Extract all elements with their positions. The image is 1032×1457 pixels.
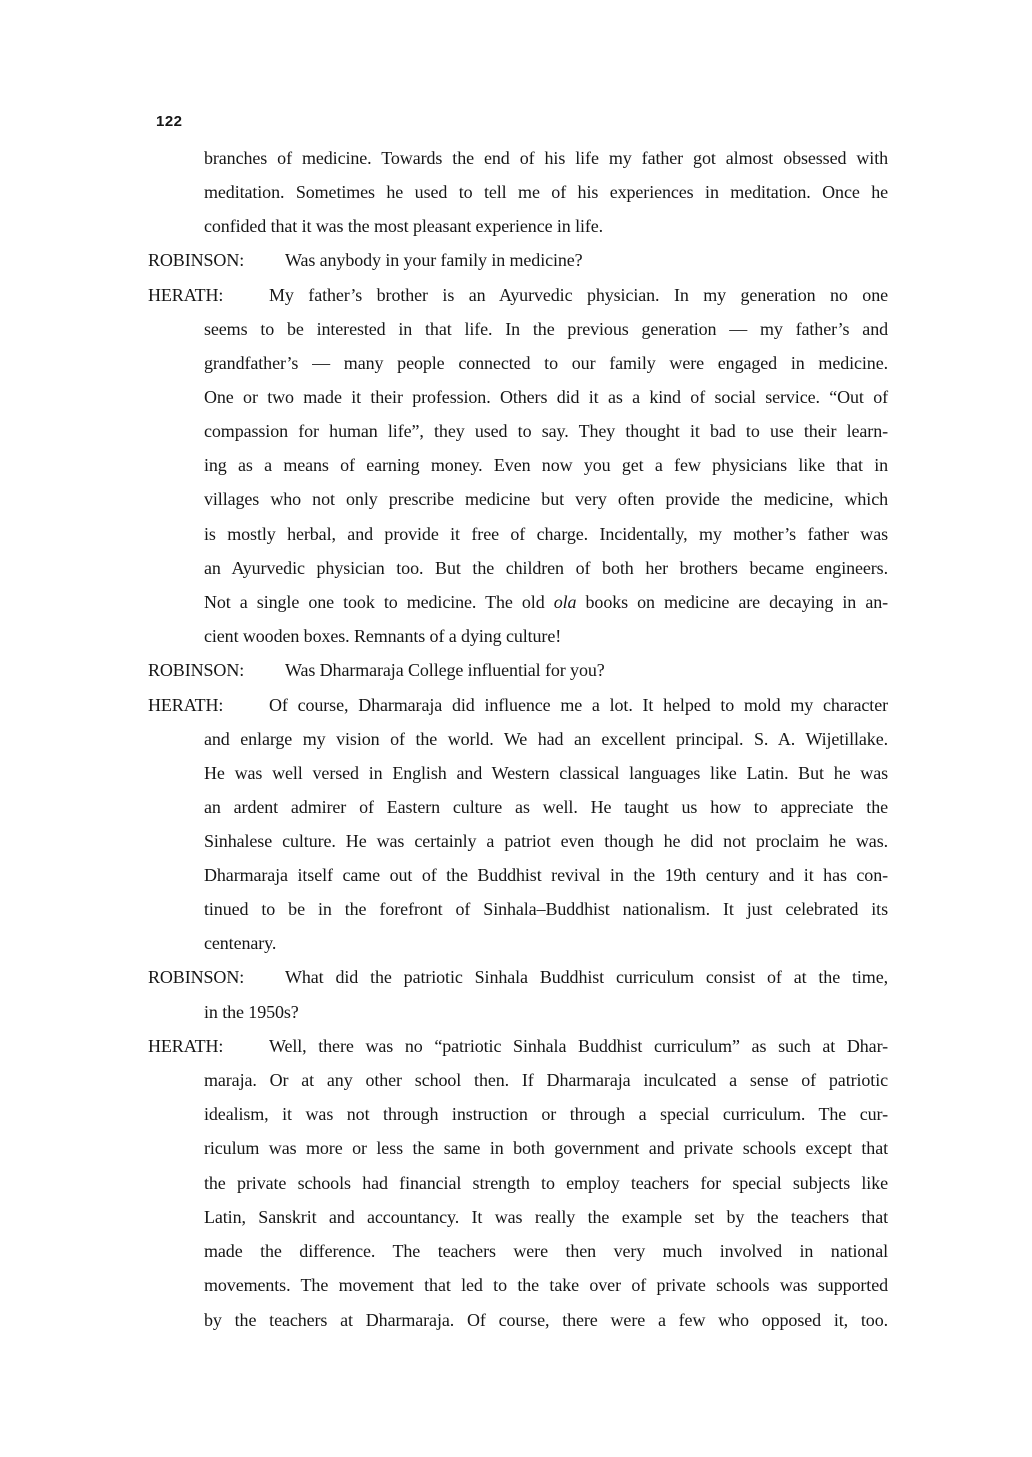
text-line [204,591,888,613]
speaker-line [148,694,888,716]
text-segment: books on medicine are decaying in an- [576,592,889,612]
speech-text: Well, there was no “patriotic Sinhala Buddhist curriculum” as such at Dhar- [269,1036,888,1056]
text-line: confided that it was the most pleasant experience in life. [204,216,604,236]
text-line: centenary. [204,933,277,953]
text-line: He was well versed in English and Western classical languages like Latin. But he was [204,763,888,783]
text-line: compassion for human life”, they used to say. They thought it bad to use their learn- [204,421,888,441]
text-line: Dharmaraja itself came out of the Buddhist revival in the 19th century and it has con- [204,865,888,885]
text-line: villages who not only prescribe medicine but very often provide the medicine, which [204,489,888,509]
speaker-name: ROBINSON: [148,967,245,987]
text-line: grandfather’s — many people connected to our family were engaged in medicine. [204,353,888,373]
text-line: by the teachers at Dharmaraja. Of course, there were a few who opposed it, too. [204,1310,888,1330]
text-line: cient wooden boxes. Remnants of a dying culture! [204,626,562,646]
text-line: is mostly herbal, and provide it free of charge. Incidentally, my mother’s father was [204,524,888,544]
speaker-name: ROBINSON: [148,660,245,680]
text-line: branches of medicine. Towards the end of his life my father got almost obsessed with [204,148,888,168]
speech-text: Of course, Dharmaraja did influence me a lot. It helped to mold my character [269,695,888,715]
speaker-line [148,659,605,681]
speech-text: Was anybody in your family in medicine? [285,250,583,270]
text-line: riculum was more or less the same in both government and private schools except that [204,1138,888,1158]
text-line: Latin, Sanskrit and accountancy. It was really the example set by the teachers that [204,1207,888,1227]
text-segment: Not a single one took to medicine. The old [204,592,554,612]
text-line: in the 1950s? [204,1002,299,1022]
speech-text: What did the patriotic Sinhala Buddhist curriculum consist of at the time, [285,967,888,987]
text-line: ing as a means of earning money. Even now you get a few physicians like that in [204,455,888,475]
speaker-name: HERATH: [148,285,224,305]
italic-term: ola [553,592,577,612]
text-line: the private schools had financial strength to employ teachers for special subjects like [204,1173,888,1193]
text-line: One or two made it their profession. Others did it as a kind of social service. “Out of [204,387,888,407]
text-line: and enlarge my vision of the world. We had an excellent principal. S. A. Wijetillake. [204,729,888,749]
text-line: tinued to be in the forefront of Sinhala–Buddhist nationalism. It just celebrated its [204,899,888,919]
speech-text: My father’s brother is an Ayurvedic physician. In my generation no one [269,285,888,305]
text-line: Sinhalese culture. He was certainly a patriot even though he did not proclaim he was. [204,831,888,851]
speaker-name: ROBINSON: [148,250,245,270]
text-line: meditation. Sometimes he used to tell me of his experiences in meditation. Once he [204,182,888,202]
text-line: seems to be interested in that life. In the previous generation — my father’s and [204,319,888,339]
speaker-line [148,1035,888,1057]
speaker-name: HERATH: [148,1036,224,1056]
speaker-name: HERATH: [148,695,224,715]
page-number: 122 [156,113,183,130]
text-line: idealism, it was not through instruction or through a special curriculum. The cur- [204,1104,888,1124]
speaker-line [148,249,583,271]
text-line: maraja. Or at any other school then. If Dharmaraja inculcated a sense of patriotic [204,1070,888,1090]
text-line: made the difference. The teachers were then very much involved in national [204,1241,888,1261]
speaker-line [148,284,888,306]
text-line: movements. The movement that led to the take over of private schools was supported [204,1275,888,1295]
speaker-line [148,966,888,988]
text-line: an Ayurvedic physician too. But the children of both her brothers became engineers. [204,558,888,578]
text-line: an ardent admirer of Eastern culture as well. He taught us how to appreciate the [204,797,888,817]
speech-text: Was Dharmaraja College influential for you? [285,660,605,680]
